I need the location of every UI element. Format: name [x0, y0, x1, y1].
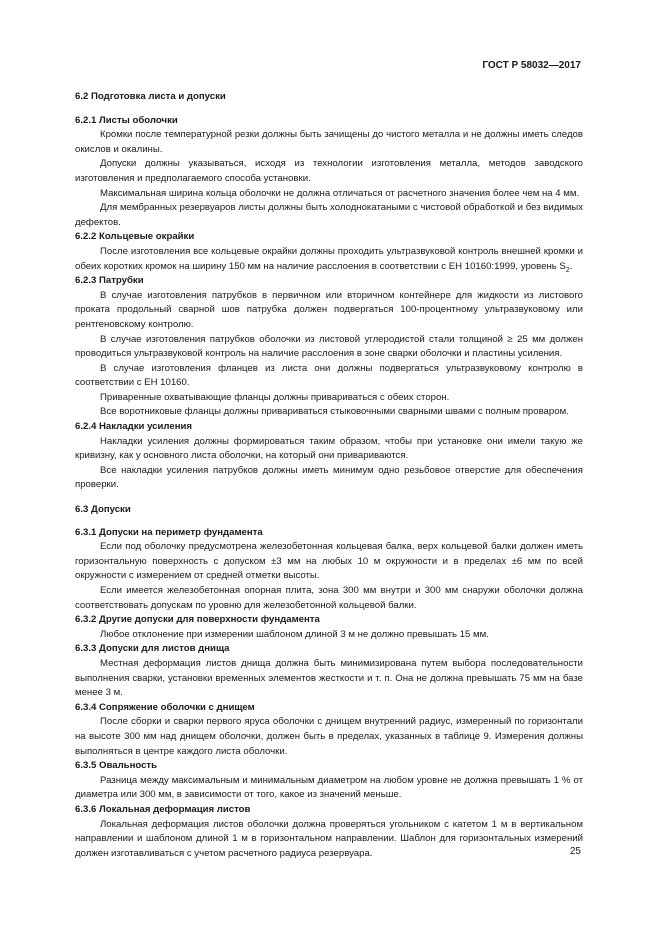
paragraph: Если имеется железобетонная опорная плита, зона 300 мм внутри и 300 мм снаружи оболочки должна соответствовать допускам по уровню для железобетонной кольцевой балки.	[75, 585, 583, 611]
paragraph: В случае изготовления фланцев из листа они должны подвергаться ультразвуковому контролю в соответствии с ЕН 10160.	[75, 362, 583, 389]
section-6-3-5-title: 6.3.5 Овальность	[75, 760, 158, 772]
section-6-2-4-title: 6.2.4 Накладки усиления	[75, 421, 192, 433]
section-6-3-6-title: 6.3.6 Локальная деформация листов	[75, 803, 251, 815]
section-6-3-4-title: 6.3.4 Сопряжение оболочки с днищем	[75, 701, 255, 713]
paragraph: Местная деформация листов днища должна быть минимизирована путем выбора последовательности выполнения сварки, установки временных элементов жесткости и т. п. Она не должна превышать 75 мм на базе менее 3 м.	[75, 657, 583, 699]
paragraph: Любое отклонение при измерении шаблоном длиной 3 м не должно превышать 15 мм.	[100, 628, 489, 640]
subscript: 2	[565, 266, 570, 274]
section-6-3-1-title: 6.3.1 Допуски на периметр фундамента	[75, 526, 263, 538]
paragraph: Накладки усиления должны формироваться таким образом, чтобы при установке они имели такую же кривизну, как у основного листа оболочки, на который они привариваются.	[75, 435, 583, 462]
paragraph: Приваренные охватывающие фланцы должны привариваться с обеих сторон.	[100, 391, 450, 403]
standard-header: ГОСТ Р 58032—2017	[482, 60, 581, 71]
paragraph: В случае изготовления патрубков в первичном или вторичном контейнере для жидкости из листового проката продольный сварной шов патрубка должен подвергаться 100-процентному ультразвуковому или рентгеновскому контролю.	[75, 289, 583, 330]
page-content	[75, 90, 583, 861]
paragraph: Все воротниковые фланцы должны привариваться стыковочными сварными швами с полным проваром.	[100, 406, 569, 418]
section-6-3-2-title: 6.3.2 Другие допуски для поверхности фундамента	[75, 614, 320, 626]
section-6-2-title: 6.2 Подготовка листа и допуски	[75, 91, 226, 102]
paragraph: Если под оболочку предусмотрена железобетонная кольцевая балка, верх кольцевой балки должен иметь горизонтальную поверхность с допуском ±3 мм на любых 10 м окружности и в пределах ±6 мм по всей окружности с измерением от средней отметки высоты.	[75, 541, 583, 582]
paragraph: Кромки после температурной резки должны быть зачищены до чистого металла и не должны иметь следов окислов и окалины.	[75, 129, 583, 155]
page-number: 25	[569, 846, 581, 857]
paragraph: Допуски должны указываться, исходя из технологии изготовления металла, методов заводского изготовления и предполагаемого способа установки.	[75, 158, 583, 184]
section-6-2-1-title: 6.2.1 Листы оболочки	[75, 114, 178, 126]
section-6-2-3-title: 6.2.3 Патрубки	[75, 275, 144, 287]
paragraph	[75, 245, 583, 274]
paragraph: Разница между максимальным и минимальным диаметром на любом уровне не должна превышать 1 % от диаметра или 300 мм, в зависимости от того, какое из значений меньше.	[75, 774, 583, 801]
section-6-2-2-title: 6.2.2 Кольцевые окрайки	[75, 231, 195, 243]
paragraph-text: После изготовления все кольцевые окрайки должны проходить ультразвуковой контроль внешней кромки и обеих коротких кромок на ширину 150 мм на наличие расслоения в соответствии с ЕН 10160:1999, уровень S	[75, 245, 583, 272]
paragraph: Для мембранных резервуаров листы должны быть холоднокатаными с чистовой обработкой и без видимых дефектов.	[75, 202, 583, 228]
paragraph: Максимальная ширина кольца оболочки не должна отличаться от расчетного значения более чем на 4 мм.	[100, 187, 580, 199]
paragraph: Локальная деформация листов оболочки должна проверяться угольником с катетом 1 м в вертикальном направлении и шаблоном длиной 1 м в горизонтальном направлении. Шаблон для горизонтальных измерений должен изготавливаться с учетом расчетного радиуса резервуара.	[75, 818, 583, 859]
section-6-3-3-title: 6.3.3 Допуски для листов днища	[75, 643, 230, 655]
section-6-3-title: 6.3 Допуски	[75, 504, 131, 516]
paragraph-end: .	[569, 260, 573, 272]
paragraph: После сборки и сварки первого яруса оболочки с днищем внутренний радиус, измеренный по горизонтали на высоте 300 мм над днищем оболочки, должен быть в пределах, указанных в таблице 9. Измерения должны выполняться в центре каждого листа оболочки.	[75, 716, 583, 757]
paragraph: Все накладки усиления патрубков должны иметь минимум одно резьбовое отверстие для обеспечения проверки.	[75, 464, 583, 491]
paragraph: В случае изготовления патрубков оболочки из листовой углеродистой стали толщиной ≥ 25 мм должен проводиться ультразвуковой контроль на наличие расслоения в зоне сварки оболочки и пластины усиления.	[75, 333, 583, 360]
